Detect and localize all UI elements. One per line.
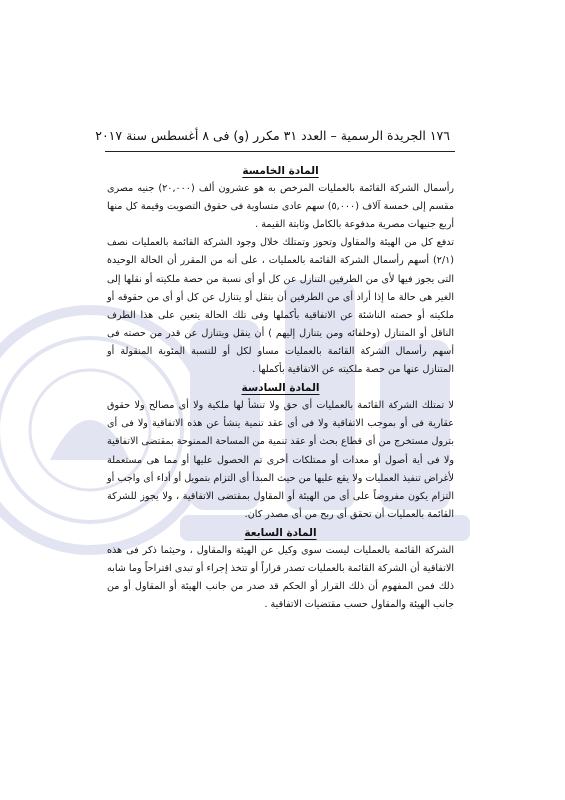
article-paragraph: الشركة القائمة بالعمليات ليست سوى وكيل عن الهيئة والمقاول ، وحيثما ذكر فى هذه الاتفاقية أن الشركة القائمة بالعمليات تصدر قراراً أو تتخذ إجراء أو تبدى اقتراحاً وما شابه ذلك فمن المفهوم أن ذلك القرار أو الحكم قد صدر من جانب الهيئة أو المقاول أو من جانب الهيئة والمقاول حسب مقتضيات الاتفاقية . [107, 544, 454, 611]
article-paragraph: لا تمتلك الشركة القائمة بالعمليات أى حق ولا تنشأ لها ملكية ولا أى مصالح ولا حقوق عقارية فى أو بموجب الاتفاقية ولا فى أى عقد تنمية ينشأ عن هذه الاتفاقية ولا فى أى بترول مستخرج من أى قطاع بحث أو عقد تنمية من المساحة الممنوحة بمقتضى الاتفاقية ولا فى أية أصول أو معدات أو ممتلكات أخرى تم الحصول عليها أو مما هى مستعملة لأغراض تنفيذ العمليات ولا يقع عليها من حيث المبدأ أى التزام بتمويل أو أداء أى واجب أو التزام يكون مفروضاً على أى من الهيئة أو المقاول بمقتضى الاتفاقية ، ولا يجوز للشركة القائمة بالعمليات أن تحقق أى ربح من أى مصدر كان. [107, 400, 454, 520]
running-header: ١٧٦ الجريدة الرسمية – العدد ٣١ مكرر (و) فى ٨ أغسطس سنة ٢٠١٧ [95, 128, 450, 143]
article-heading: المادة الخامسة [242, 165, 319, 177]
article-body [107, 162, 454, 614]
article-paragraph: تدفع كل من الهيئة والمقاول وتحوز وتمتلك خلال وجود الشركة القائمة بالعمليات نصف (٢/١) أسهم رأسمال الشركة القائمة بالعمليات ، على أنه من المقرر أن الحالة الوحيدة التى يجوز فيها لأى من الطرفين التنازل عن كل أو أى نسبة من حصة ملكيته أو نقلها إلى الغير هى حالة ما إذا أراد أى من الطرفين أن ينقل أو يتنازل عن كل أو أى من حقوقه أو ملكيته أو حصته الناشئة عن الاتفاقية بأكملها وفى تلك الحالة يتعين على هذا الطرف الناقل أو المتنازل (وخلفائه ومن يتنازل إليهم ) أن ينقل ويتنازل عن قدر من حصته فى أسهم رأسمال الشركة القائمة بالعمليات مساو لكل أو للنسبة المئوية المنقولة أو المتنازل عنها من حصة ملكيته عن الاتفاقية بأكملها . [107, 237, 454, 376]
article-heading: المادة السادسة [241, 382, 320, 395]
article-paragraph: رأسمال الشركة القائمة بالعمليات المرخص به هو عشرون ألف (٢٠,٠٠٠) جنيه مصرى مقسم إلى خمسة آلاف (٥,٠٠٠) سهم عادى متساوية فى حقوق التصويت وقيمة كل منها أربع جنيهات مصرية مدفوعة بالكامل وثابتة القيمة . [107, 183, 454, 231]
header-divider [105, 151, 455, 152]
article-heading: المادة السابعة [244, 526, 317, 539]
